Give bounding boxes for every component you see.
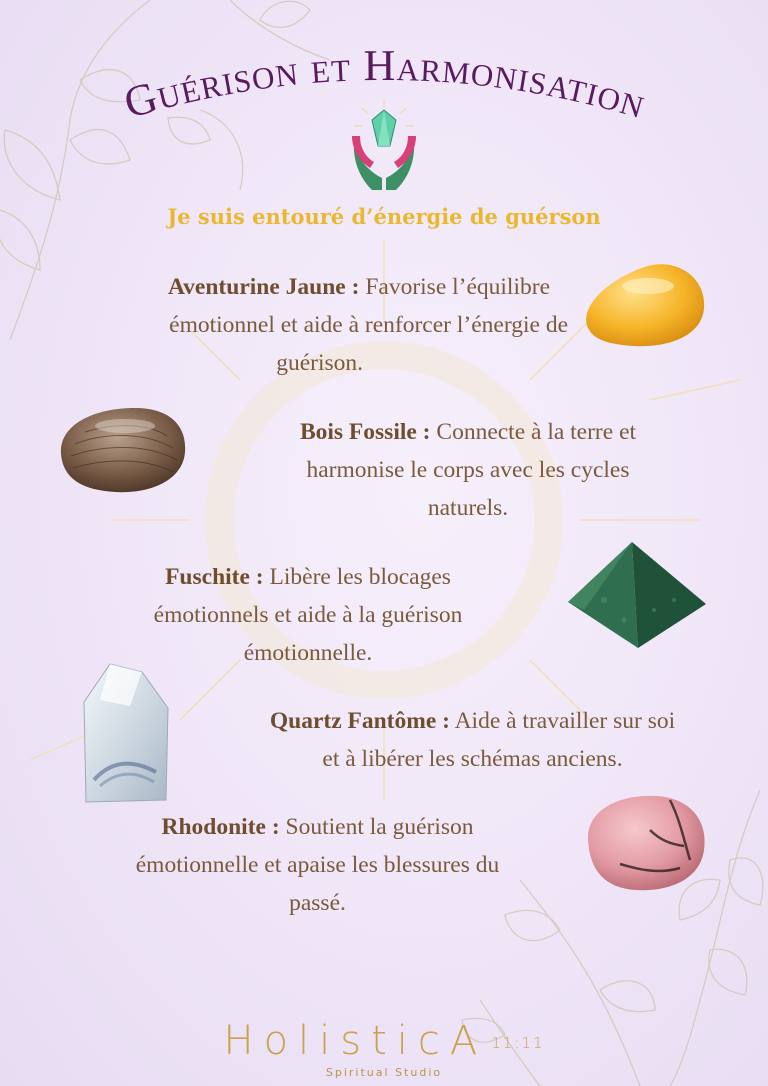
stone-name: Fuschite : (165, 564, 264, 590)
yellow-aventurine-stone (578, 258, 710, 350)
stone-name: Aventurine Jaune : (167, 274, 360, 300)
brand-logo: HolisticA 11:11 (223, 1018, 545, 1064)
crystal-in-hands-icon (348, 98, 420, 198)
stone-name: Rhodonite : (161, 814, 280, 840)
fossil-wood-stone (55, 404, 190, 496)
phantom-quartz-point (80, 662, 172, 806)
title-text: Guérison et Harmonisation (118, 40, 652, 129)
stone-entry-bois-fossile: Bois Fossile : Connecte à la terre et harmonise le corps avec les cycles naturels. (299, 419, 637, 521)
fuchsite-pyramid (564, 540, 710, 652)
stone-entry-fuschite: Fuschite : Libère les blocages émotionnels et aide à la guérison émotionnelle. (153, 564, 463, 666)
stone-entry-rhodonite: Rhodonite : Soutient la guérison émotionnelle et apaise les blessures du passé. (135, 814, 500, 916)
rhodonite-stone (580, 790, 710, 894)
stone-entry-quartz-fantome: Quartz Fantôme : Aide à travailler sur soi et à libérer les schémas anciens. (269, 708, 676, 772)
stone-name: Bois Fossile : (299, 419, 431, 445)
brand-tagline: Spiritual Studio (325, 1066, 443, 1079)
stone-entry-aventurine: Aventurine Jaune : Favorise l’équilibre émotionnel et aide à renforcer l’énergie de guérison. (167, 274, 568, 376)
stone-name: Quartz Fantôme : (269, 708, 450, 734)
affirmation-subtitle: Je suis entouré d’énergie de guérson (167, 204, 601, 229)
